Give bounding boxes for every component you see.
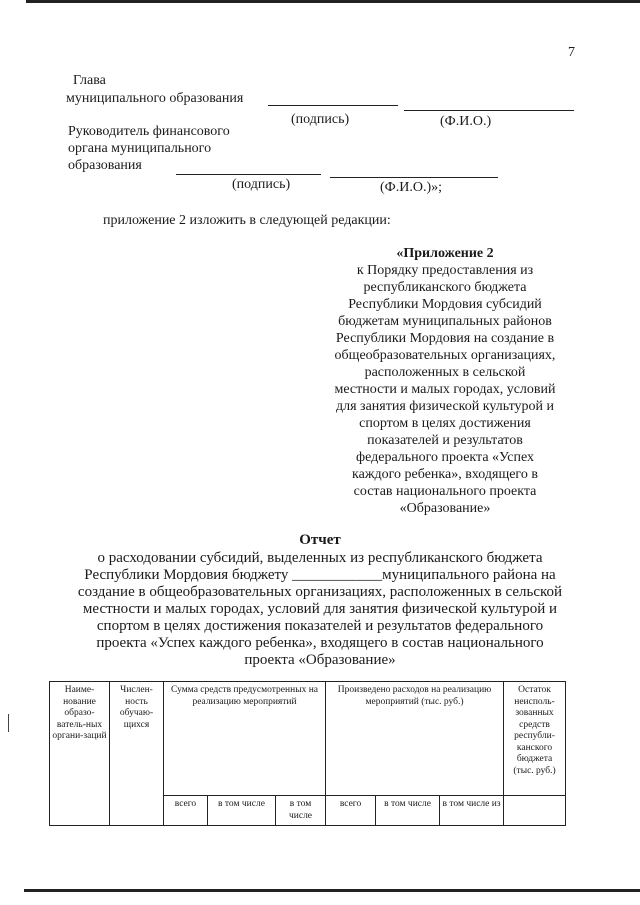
- appendix-line: состав национального проекта: [353, 484, 537, 499]
- fin-podpis-label: (подпись): [232, 177, 291, 192]
- scan-edge-top: [26, 0, 640, 3]
- head-signature-line: [268, 105, 398, 106]
- appendix-line: расположенных в сельской: [364, 365, 526, 380]
- head-podpis-label: (подпись): [291, 112, 350, 127]
- appendix-line: республиканского бюджета: [363, 280, 527, 295]
- fin-fio-line: [330, 177, 498, 178]
- fin-title-line1: Руководитель финансового: [68, 124, 230, 139]
- subheader-including-from: в том числе из: [440, 796, 504, 826]
- col-header-students: Числен-ность обучаю-щихся: [110, 682, 164, 826]
- report-line: местности и малых городах, условий для занятия физической культурой и: [82, 601, 558, 617]
- appendix-line: общеобразовательных организациях,: [334, 348, 556, 363]
- fin-fio-label: (Ф.И.О.)»;: [380, 180, 442, 195]
- report-table: [49, 681, 566, 826]
- appendix-line: «Образование»: [399, 501, 491, 516]
- head-fio-line: [404, 110, 574, 111]
- subheader-including: в том числе: [208, 796, 276, 826]
- head-fio-label: (Ф.И.О.): [440, 114, 492, 129]
- subheader-including: в том числе: [376, 796, 440, 826]
- head-title-line2: муниципального образования: [66, 91, 244, 106]
- report-line: о расходовании субсидий, выделенных из республиканского бюджета: [97, 550, 543, 566]
- subheader-including: в том числе: [276, 796, 326, 826]
- appendix-line: бюджетам муниципальных районов: [338, 314, 552, 329]
- fin-title-line2: органа муниципального: [68, 141, 212, 156]
- report-line: проекта «Успех каждого ребенка», входящего в состав национального: [96, 635, 544, 651]
- col-header-organizations: Наиме-нование образо-ватель-ных органи-заций: [50, 682, 110, 826]
- report-line: спортом в целях достижения показателей и результатов федерального: [96, 618, 544, 634]
- appendix-line: спортом в целях достижения: [359, 416, 531, 431]
- col-header-expenses: Произведено расходов на реализацию мероприятий (тыс. руб.): [326, 682, 504, 796]
- appendix-line: Республики Мордовия на создание в: [335, 331, 555, 346]
- scan-edge-bottom: [24, 889, 640, 892]
- report-block: [42, 532, 598, 669]
- appendix-line: каждого ребенка», входящего в: [352, 467, 538, 482]
- appendix-line: федерального проекта «Успех: [356, 450, 534, 465]
- head-title-line1: Глава: [73, 73, 106, 88]
- subheader-total: всего: [326, 796, 376, 826]
- report-title: Отчет: [299, 532, 341, 548]
- scan-mark-left: [8, 714, 9, 732]
- appendix-line: Республики Мордовия субсидий: [348, 297, 542, 312]
- fin-signature-line: [176, 174, 321, 175]
- appendix-line: для занятия физической культурой и: [335, 399, 554, 414]
- appendix-title: «Приложение 2: [396, 246, 494, 261]
- appendix-header: [314, 245, 576, 517]
- appendix-line: местности и малых городах, условий: [334, 382, 556, 397]
- subheader-empty: [504, 796, 566, 826]
- page-number: 7: [568, 45, 575, 60]
- col-header-planned-funds: Сумма средств предусмотренных на реализацию мероприятий: [164, 682, 326, 796]
- appendix-line: показателей и результатов: [367, 433, 523, 448]
- intro-text: приложение 2 изложить в следующей редакции:: [103, 213, 391, 228]
- appendix-line: к Порядку предоставления из: [356, 263, 534, 278]
- col-header-remainder: Остаток неисполь-зованных средств республи-канского бюджета (тыс. руб.): [504, 682, 566, 796]
- report-line: проекта «Образование»: [244, 652, 396, 668]
- fin-title-line3: образования: [68, 158, 142, 173]
- report-line: создание в общеобразовательных организациях, расположенных в сельской: [77, 584, 563, 600]
- table-header-row: [50, 682, 566, 796]
- report-line: Республики Мордовия бюджету ____________муниципального района на: [84, 567, 556, 583]
- subheader-total: всего: [164, 796, 208, 826]
